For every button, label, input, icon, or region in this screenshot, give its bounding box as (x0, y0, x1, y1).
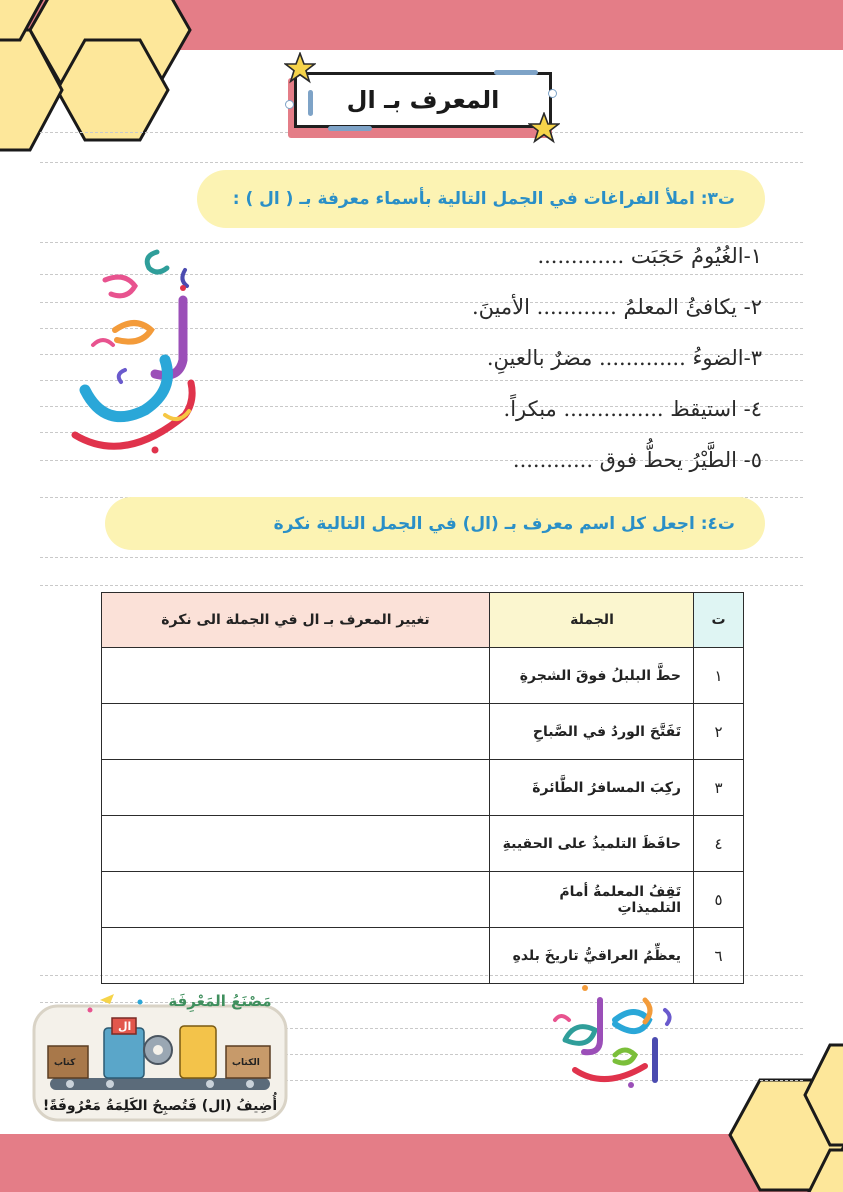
title-dot (548, 89, 557, 98)
table-row (102, 816, 744, 872)
row-answer-cell[interactable] (102, 872, 490, 928)
row-sentence: حافَظَ التلميذُ على الحقيبةِ (490, 816, 694, 872)
hexagon-shape (805, 1045, 843, 1145)
sentence-item: ٥- الطَّيْرُ يحطُّ فوق ............ (512, 448, 762, 472)
title-accent (308, 90, 313, 116)
row-number: ٣ (694, 760, 744, 816)
column-header-number: ت (694, 593, 744, 648)
star-icon (284, 52, 316, 84)
row-answer-cell[interactable] (102, 704, 490, 760)
answer-table (101, 592, 744, 984)
arabic-letters-decoration (65, 240, 215, 470)
sentence-item: ١-الغُيُومُ حَجَبَت ............. (537, 244, 762, 268)
table-header-row (102, 593, 744, 648)
table-row (102, 928, 744, 984)
ruled-line (40, 557, 803, 558)
row-answer-cell[interactable] (102, 928, 490, 984)
hexagon-shape (57, 40, 168, 140)
table-row (102, 760, 744, 816)
title-accent (494, 70, 538, 75)
title-dot (285, 100, 294, 109)
table-row (102, 648, 744, 704)
row-number: ٥ (694, 872, 744, 928)
sentence-item: ٤- استيقظ ............... مبكراً. (503, 397, 762, 421)
sticker-caption: أُضِيفُ (ال) فَتُصبِحُ الكَلِمَةُ مَعْرُوفَةً! (42, 1098, 278, 1114)
row-number: ٦ (694, 928, 744, 984)
table-row (102, 704, 744, 760)
row-answer-cell[interactable] (102, 760, 490, 816)
ruled-line (40, 162, 803, 163)
title-accent (328, 126, 372, 131)
box-label-after: الكتاب (232, 1058, 260, 1068)
machine-letter: ال (118, 1020, 132, 1033)
question-4-heading: ت٤: اجعل كل اسم معرف بـ (ال) في الجمل التالية نكرة (105, 497, 765, 550)
box-label-before: كتاب (54, 1058, 76, 1068)
row-sentence: ركِبَ المسافرُ الطَّائرةَ (490, 760, 694, 816)
sentence-item: ٣-الضوءُ ............. مضرٌ بالعينِ. (486, 346, 762, 370)
colorful-letters-decoration (545, 980, 685, 1100)
row-sentence: يعظِّمُ العراقيُّ تاريخَ بلدهِ (490, 928, 694, 984)
row-sentence: تَقِفُ المعلمةُ أمامَ التلميذاتِ (490, 872, 694, 928)
row-number: ٤ (694, 816, 744, 872)
page-title: المعرف بـ ال (294, 72, 552, 128)
column-header-sentence: الجملة (490, 593, 694, 648)
ruled-line (40, 585, 803, 586)
top-band (0, 0, 843, 50)
row-sentence: حطَّ البلبلُ فوقَ الشجرةِ (490, 648, 694, 704)
row-sentence: تَفَتَّحَ الوردُ في الصَّباحِ (490, 704, 694, 760)
fill-in-sentence-list (410, 236, 762, 491)
row-answer-cell[interactable] (102, 816, 490, 872)
knowledge-factory-sticker (30, 990, 290, 1125)
row-number: ٢ (694, 704, 744, 760)
star-icon (528, 112, 560, 144)
column-header-answer: تغيير المعرف بـ ال في الجملة الى نكرة (102, 593, 490, 648)
question-3-heading: ت٣: املأ الفراغات في الجمل التالية بأسماء معرفة بـ ( ال ) : (197, 170, 765, 228)
table-row (102, 872, 744, 928)
row-answer-cell[interactable] (102, 648, 490, 704)
sticker-title: مَصْنَعُ المَعْرِفَة (168, 992, 272, 1010)
row-number: ١ (694, 648, 744, 704)
title-frame (284, 62, 560, 142)
sentence-item: ٢- يكافئُ المعلمُ ............ الأمينَ. (471, 295, 762, 319)
bottom-band (0, 1134, 843, 1192)
